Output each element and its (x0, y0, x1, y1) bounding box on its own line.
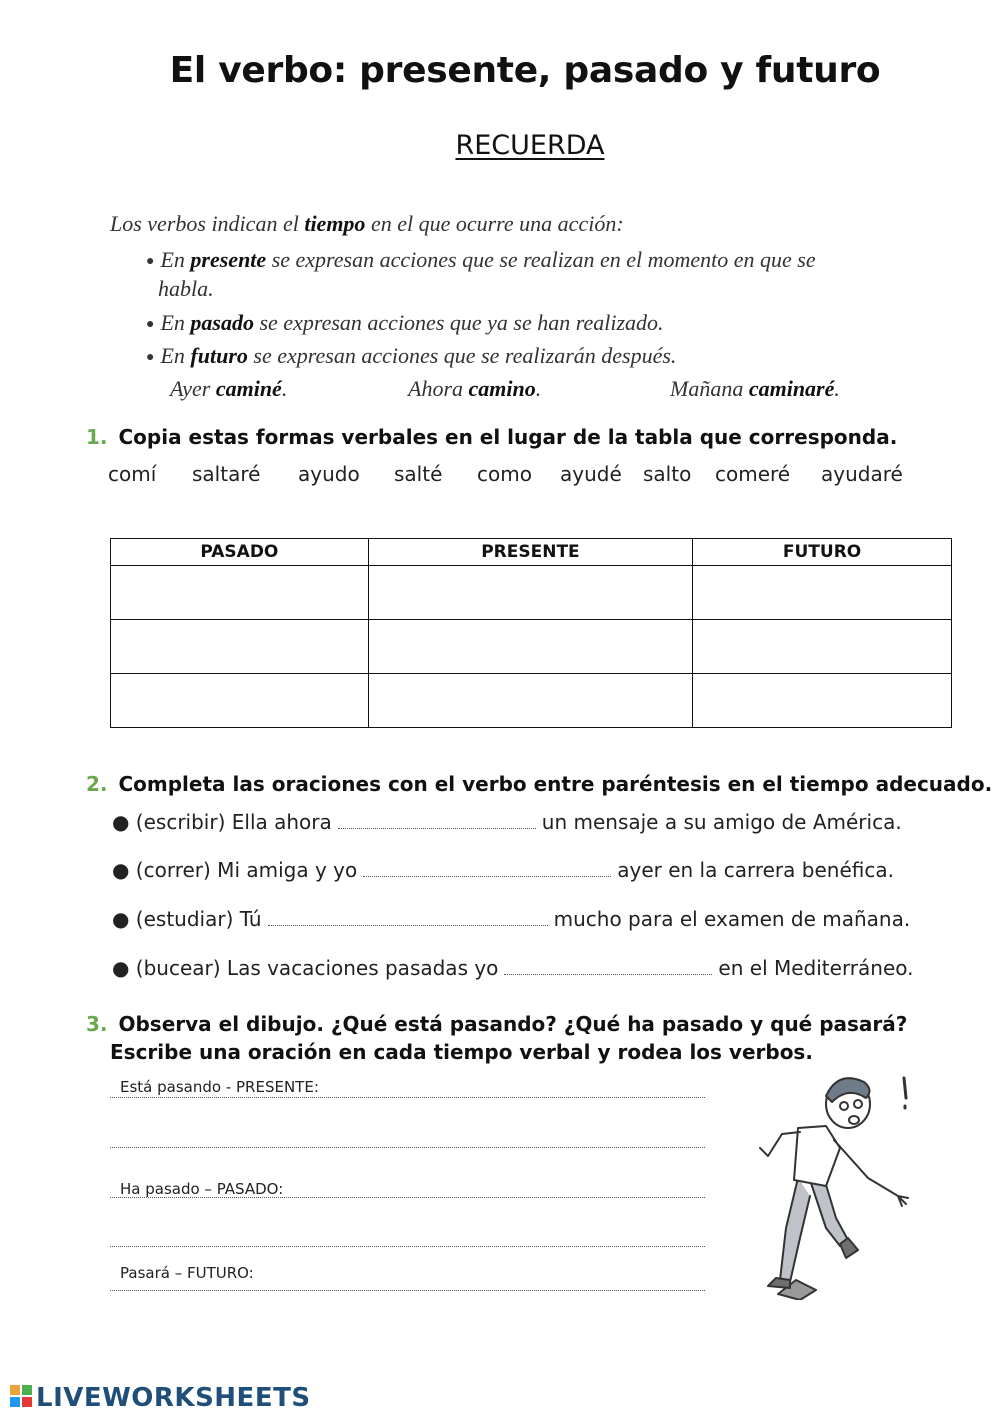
sentence-estudiar: ● (estudiar) Tú mucho para el examen de mañana. (112, 907, 911, 931)
verb-word: ayudaré (821, 462, 903, 486)
label-futuro: Pasará – FUTURO: (120, 1264, 254, 1282)
logo-blocks-icon (10, 1385, 34, 1409)
question-3: 3. Observa el dibujo. ¿Qué está pasando? ¿Qué ha pasado y qué pasará? (86, 1012, 908, 1036)
writing-line[interactable] (110, 1246, 705, 1247)
example-ayer: Ayer caminé. (170, 376, 288, 401)
bullet-presente: ● En presente se expresan acciones que se realizan en el momento en que se (146, 247, 816, 272)
question-1: 1. Copia estas formas verbales en el lugar de la tabla que corresponda. (86, 425, 898, 449)
liveworksheets-logo (10, 1382, 311, 1413)
verb-word: salté (394, 462, 443, 486)
page-title: El verbo: presente, pasado y futuro (169, 50, 881, 91)
writing-line[interactable] (110, 1097, 705, 1098)
answer-blank[interactable] (504, 973, 712, 975)
verb-word: salto (643, 462, 692, 486)
question-2: 2. Completa las oraciones con el verbo entre paréntesis en el tiempo adecuado. (86, 772, 993, 796)
verb-word: saltaré (192, 462, 261, 486)
sentence-correr: ● (correr) Mi amiga y yo ayer en la carrera benéfica. (112, 858, 894, 882)
verb-table (110, 538, 952, 728)
example-manana: Mañana caminaré. (670, 376, 840, 401)
writing-line[interactable] (110, 1290, 705, 1291)
label-presente: Está pasando - PRESENTE: (120, 1078, 319, 1096)
table-cell-futuro[interactable] (693, 620, 952, 674)
recuerda-heading: RECUERDA (455, 130, 605, 161)
sentence-bucear: ● (bucear) Las vacaciones pasadas yo en el Mediterráneo. (112, 956, 914, 980)
logo-text: LIVEWORKSHEETS (36, 1383, 311, 1413)
verb-word: comeré (715, 462, 791, 486)
table-header-presente: PRESENTE (368, 539, 692, 566)
bullet-presente-cont: habla. (158, 276, 214, 301)
writing-line[interactable] (110, 1147, 705, 1148)
table-cell-pasado[interactable] (111, 566, 369, 620)
question-3-line2: Escribe una oración en cada tiempo verbal y rodea los verbos. (110, 1040, 813, 1064)
bullet-pasado: ● En pasado se expresan acciones que ya se han realizado. (146, 310, 664, 335)
verb-word: ayudo (298, 462, 360, 486)
table-cell-presente[interactable] (368, 620, 692, 674)
sentence-escribir: ● (escribir) Ella ahora un mensaje a su amigo de América. (112, 810, 902, 834)
table-header-pasado: PASADO (111, 539, 369, 566)
answer-blank[interactable] (363, 875, 611, 877)
intro-text: Los verbos indican el tiempo en el que ocurre una acción: (110, 211, 624, 236)
table-cell-presente[interactable] (368, 566, 692, 620)
table-cell-futuro[interactable] (693, 566, 952, 620)
answer-blank[interactable] (268, 924, 548, 926)
label-pasado: Ha pasado – PASADO: (120, 1180, 284, 1198)
bullet-futuro: ● En futuro se expresan acciones que se realizarán después. (146, 343, 677, 368)
verb-word: como (477, 462, 532, 486)
table-cell-pasado[interactable] (111, 674, 369, 728)
answer-blank[interactable] (338, 827, 536, 829)
table-cell-futuro[interactable] (693, 674, 952, 728)
tripping-boy-illustration (728, 1068, 928, 1300)
writing-line[interactable] (110, 1197, 705, 1198)
table-cell-pasado[interactable] (111, 620, 369, 674)
verb-word: comí (108, 462, 157, 486)
table-cell-presente[interactable] (368, 674, 692, 728)
table-header-futuro: FUTURO (693, 539, 952, 566)
verb-word: ayudé (560, 462, 622, 486)
example-ahora: Ahora camino. (408, 376, 542, 401)
